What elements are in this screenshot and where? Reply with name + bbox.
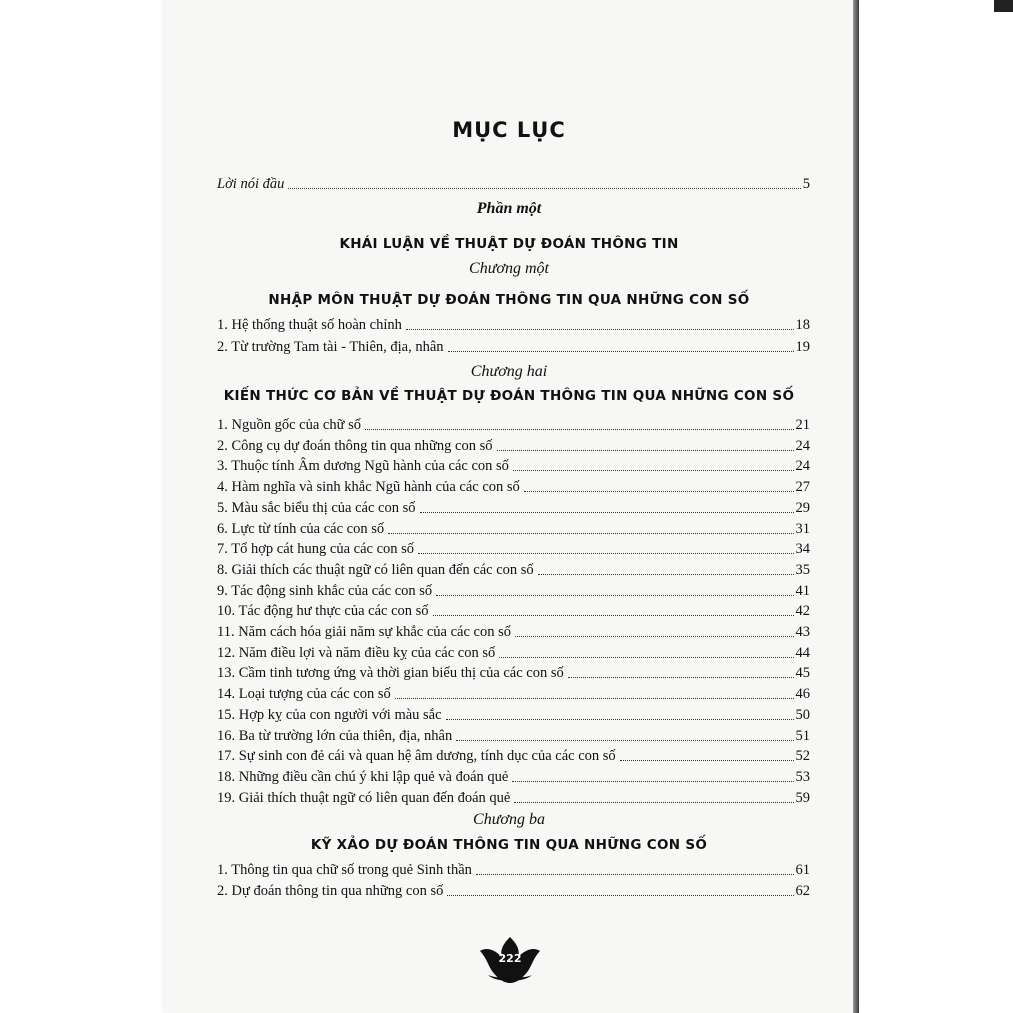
- toc-entry-label: 7. Tổ hợp cát hung của các con số: [217, 541, 415, 558]
- toc-entry-label: 1. Nguồn gốc của chữ số: [217, 417, 361, 433]
- toc-entry-page: 62: [795, 883, 810, 899]
- toc-entry: [217, 621, 810, 641]
- dot-leader: [436, 594, 793, 596]
- page-number: 222: [498, 952, 522, 965]
- toc-entry: [217, 662, 810, 682]
- toc-entry-page: 19: [795, 339, 810, 355]
- dot-leader: [476, 873, 794, 875]
- dot-leader: [288, 187, 800, 189]
- toc-entry-page: 52: [795, 748, 810, 765]
- toc-entry: [217, 859, 810, 879]
- toc-entry: [217, 683, 810, 703]
- toc-entry-label: 5. Màu sắc biểu thị của các con số: [217, 499, 416, 516]
- part-one-label: Phần một: [476, 200, 542, 217]
- dot-leader: [515, 635, 794, 637]
- toc-entry-label: 13. Cầm tinh tương ứng và thời gian biểu thị của các con số: [217, 665, 564, 682]
- toc-entry-page: 46: [795, 686, 810, 703]
- toc-entry: [217, 314, 810, 334]
- toc-entry-label: 19. Giải thích thuật ngữ có liên quan đến đoán quẻ: [217, 789, 511, 806]
- dot-leader: [388, 532, 793, 534]
- toc-entry: [217, 880, 810, 900]
- dot-leader: [447, 894, 793, 896]
- toc-entry: [217, 745, 810, 765]
- toc-entry: [217, 642, 810, 662]
- toc-entry-preface: [217, 173, 810, 193]
- toc-entry: [217, 787, 810, 807]
- toc-entry-label: 12. Năm điều lợi và năm điều kỵ của các con số: [217, 644, 496, 661]
- toc-entry: [217, 518, 810, 538]
- toc-entry-label: 11. Năm cách hóa giải năm sự khắc của các con số: [217, 624, 511, 640]
- dot-leader: [418, 552, 793, 554]
- toc-entry-page: 42: [795, 603, 810, 620]
- toc-entry-label: 16. Ba từ trường lớn của thiên, địa, nhân: [217, 727, 453, 744]
- chapter-one-label: Chương một: [469, 260, 549, 277]
- dot-leader: [446, 718, 794, 720]
- page-title: MỤC LỤC: [452, 118, 566, 142]
- toc-entry-label: 2. Dự đoán thông tin qua những con số: [217, 883, 444, 899]
- toc-entry: [217, 559, 810, 579]
- dot-leader: [499, 656, 793, 658]
- chapter-three-heading: KỸ XẢO DỰ ĐOÁN THÔNG TIN QUA NHỮNG CON SỐ: [310, 837, 708, 853]
- toc-entry: [217, 336, 810, 356]
- toc-entry-page: 18: [795, 317, 810, 333]
- page-number-badge: [478, 935, 542, 985]
- toc-entry-page: 50: [795, 706, 810, 723]
- toc-entry-label: 9. Tác động sinh khắc của các con số: [217, 582, 433, 599]
- toc-entry-label: 15. Hợp kỵ của con người với màu sắc: [217, 706, 442, 723]
- toc-entry-page: 24: [795, 458, 810, 475]
- toc-entry-label: 2. Công cụ dự đoán thông tin qua những con số: [217, 437, 493, 454]
- toc-entry-page: 44: [795, 644, 810, 661]
- toc-entry-label: 10. Tác động hư thực của các con số: [217, 603, 429, 620]
- dot-leader: [448, 350, 794, 352]
- toc-entry-page: 45: [795, 665, 810, 682]
- toc-entry-label: 2. Từ trường Tam tài - Thiên, địa, nhân: [217, 339, 444, 355]
- toc-entry-page: 31: [795, 520, 810, 537]
- toc-entry-label: 3. Thuộc tính Âm dương Ngũ hành của các con số: [217, 458, 509, 475]
- toc-entry-label: 18. Những điều cần chú ý khi lập quẻ và đoán quẻ: [217, 768, 509, 785]
- toc-entry-page: 34: [795, 541, 810, 558]
- toc-entry-page: 53: [795, 768, 810, 785]
- dot-leader: [406, 328, 794, 330]
- dot-leader: [568, 676, 794, 678]
- dot-leader: [420, 511, 794, 513]
- toc-entry: [217, 435, 810, 455]
- chapter-three-label: Chương ba: [473, 811, 545, 828]
- toc-entry-page: 51: [795, 727, 810, 744]
- toc-entry-page: 27: [795, 479, 810, 496]
- dot-leader: [433, 614, 794, 616]
- toc-entry-label: 14. Loại tượng của các con số: [217, 686, 391, 703]
- toc-entry: [217, 725, 810, 745]
- toc-entry-label: 4. Hàm nghĩa và sinh khắc Ngũ hành của các con số: [217, 479, 520, 496]
- toc-entry-page: 29: [795, 499, 810, 516]
- chapter-one-heading: NHẬP MÔN THUẬT DỰ ĐOÁN THÔNG TIN QUA NHỮNG CON SỐ: [268, 292, 750, 308]
- chapter-two-heading: KIẾN THỨC CƠ BẢN VỀ THUẬT DỰ ĐOÁN THÔNG TIN QUA NHỮNG CON SỐ: [223, 388, 795, 404]
- toc-entry-page: 43: [795, 624, 810, 640]
- toc-entry-page: 59: [795, 789, 810, 806]
- toc-entry: [217, 455, 810, 475]
- dot-leader: [456, 739, 793, 741]
- dot-leader: [512, 780, 793, 782]
- toc-entry: [217, 476, 810, 496]
- dot-leader: [514, 801, 793, 803]
- dot-leader: [524, 490, 794, 492]
- dot-leader: [538, 573, 794, 575]
- toc-entry-page: 61: [795, 862, 810, 878]
- toc-entry: [217, 766, 810, 786]
- toc-entry-page: 24: [795, 437, 810, 454]
- part-one-heading: KHÁI LUẬN VỀ THUẬT DỰ ĐOÁN THÔNG TIN: [339, 236, 679, 252]
- toc-entry: [217, 538, 810, 558]
- toc-entry: [217, 414, 810, 434]
- toc-entry-label: 6. Lực từ tính của các con số: [217, 520, 385, 537]
- dot-leader: [620, 759, 794, 761]
- dot-leader: [497, 449, 794, 451]
- toc-entry-label: 17. Sự sinh con đẻ cái và quan hệ âm dương, tính dục của các con số: [217, 748, 616, 765]
- dot-leader: [365, 428, 794, 430]
- toc-entry-page: 5: [802, 176, 810, 192]
- toc-entry-label: 8. Giải thích các thuật ngữ có liên quan đến các con số: [217, 561, 534, 578]
- toc-entry: [217, 704, 810, 724]
- chapter-two-label: Chương hai: [470, 363, 548, 380]
- book-spine: [853, 0, 859, 1013]
- toc-entry-page: 35: [795, 561, 810, 578]
- dot-leader: [395, 697, 794, 699]
- dot-leader: [513, 469, 794, 471]
- toc-entry-label: 1. Thông tin qua chữ số trong quẻ Sinh thần: [217, 862, 472, 878]
- toc-entry-label: Lời nói đầu: [217, 176, 285, 192]
- toc-entry-page: 41: [795, 582, 810, 599]
- toc-entry: [217, 580, 810, 600]
- toc-entry-label: 1. Hệ thống thuật số hoàn chỉnh: [217, 317, 402, 333]
- toc-entry-page: 21: [795, 417, 810, 433]
- toc-entry: [217, 600, 810, 620]
- dark-corner: [994, 0, 1013, 12]
- toc-entry: [217, 497, 810, 517]
